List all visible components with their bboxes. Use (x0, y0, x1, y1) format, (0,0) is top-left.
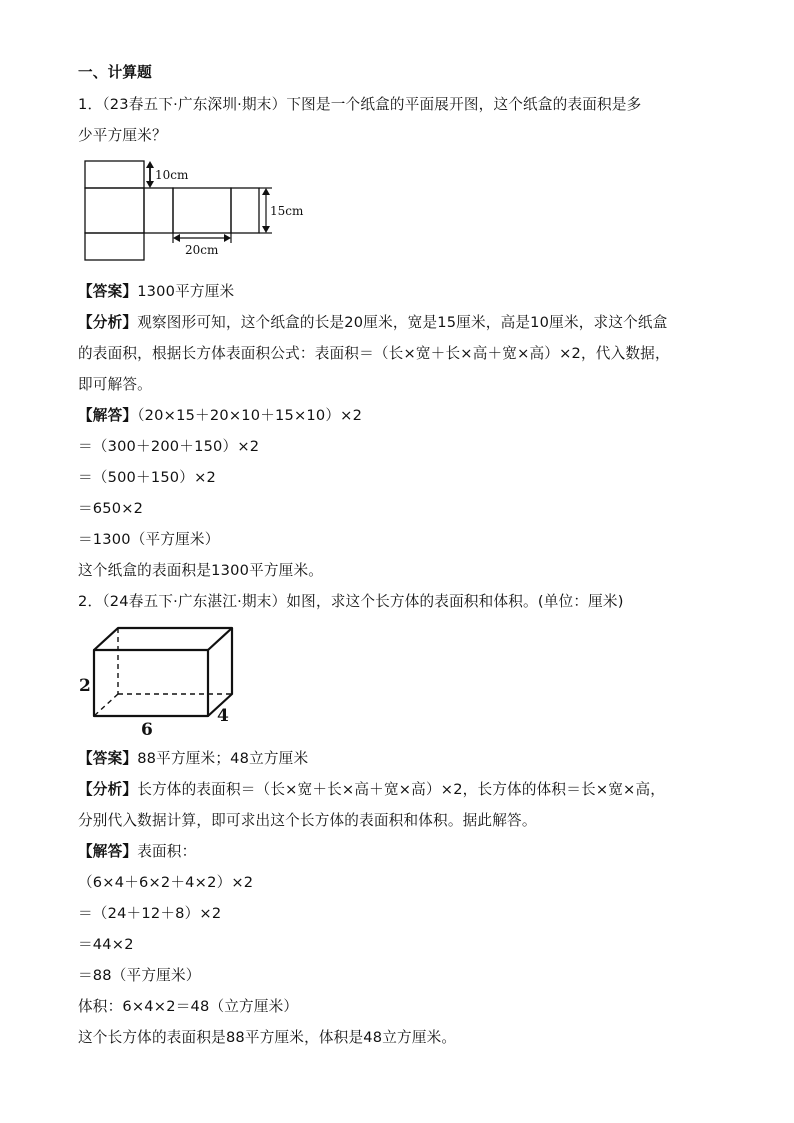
q2-solution-head-text: 表面积： (137, 843, 197, 860)
q2-analysis-line-1 (78, 780, 665, 800)
q2-solution-line-3: ＝44×2 (78, 936, 134, 953)
q2-answer-tag: 【答案】 (78, 750, 138, 767)
net-face-side (144, 188, 173, 233)
cuboid-front-face (94, 650, 208, 716)
q2-analysis-text-1: 长方体的表面积＝（长×宽＋长×高＋宽×高）×2，长方体的体积＝长×宽×高， (137, 781, 666, 798)
q1-solution-line-4: ＝650×2 (78, 500, 144, 517)
cuboid-label-length: 6 (141, 720, 153, 740)
q1-answer-text: 1300平方厘米 (137, 283, 235, 300)
q2-answer-text: 88平方厘米；48立方厘米 (137, 750, 309, 767)
q1-solution-line-5: ＝1300（平方厘米） (78, 531, 220, 548)
cuboid-label-height: 2 (79, 676, 91, 696)
q1-analysis-tag: 【分析】 (78, 314, 138, 331)
q1-net-diagram (80, 155, 310, 265)
cuboid-hidden-edges (94, 628, 232, 716)
q2-solution-line-4: ＝88（平方厘米） (78, 967, 201, 984)
q2-analysis-tag: 【分析】 (78, 781, 138, 798)
q1-answer (78, 282, 234, 302)
q1-solution-line-1 (78, 406, 362, 426)
cuboid-right-edges (208, 628, 232, 716)
q1-solution-line-3: ＝（500＋150）×2 (78, 469, 216, 486)
net-face-top (85, 161, 144, 188)
q2-prompt-line-1: 2．（24春五下·广东湛江·期末）如图，求这个长方体的表面积和体积。(单位：厘米) (78, 593, 624, 610)
q2-volume-line: 体积：6×4×2＝48（立方厘米） (78, 998, 299, 1015)
q1-prompt-line-2: 少平方厘米？ (78, 127, 167, 144)
q2-solution-head (78, 842, 196, 862)
q1-solution-text-1: （20×15＋20×10＋15×10）×2 (137, 407, 363, 424)
q2-solution-line-1: （6×4＋6×2＋4×2）×2 (78, 874, 254, 891)
cuboid-label-width: 4 (217, 706, 229, 726)
q1-solution-line-2: ＝（300＋200＋150）×2 (78, 438, 260, 455)
q2-answer (78, 749, 308, 769)
q1-solution-tag: 【解答】 (78, 407, 138, 424)
cuboid-top-edges (94, 628, 232, 650)
q2-conclusion: 这个长方体的表面积是88平方厘米，体积是48立方厘米。 (78, 1029, 457, 1046)
q2-solution-tag: 【解答】 (78, 843, 138, 860)
q2-analysis-line-2: 分别代入数据计算，即可求出这个长方体的表面积和体积。据此解答。 (78, 812, 537, 829)
q1-analysis-line-2: 的表面积，根据长方体表面积公式：表面积＝（长×宽＋长×高＋宽×高）×2，代入数据， (78, 345, 670, 362)
q1-analysis-text-1: 观察图形可知，这个纸盒的长是20厘米，宽是15厘米，高是10厘米，求这个纸盒 (137, 314, 668, 331)
net-height-arrow (146, 161, 154, 188)
q1-analysis-line-1 (78, 313, 668, 333)
q1-answer-tag: 【答案】 (78, 283, 138, 300)
net-length-arrow (173, 233, 231, 243)
net-face-left (85, 188, 144, 233)
q1-prompt-line-1: 1．（23春五下·广东深圳·期末）下图是一个纸盒的平面展开图，这个纸盒的表面积是多 (78, 96, 642, 113)
net-face-side-2 (231, 188, 259, 233)
q1-conclusion: 这个纸盒的表面积是1300平方厘米。 (78, 562, 324, 579)
q2-cuboid-diagram (76, 624, 246, 740)
net-label-height: 10cm (155, 168, 189, 182)
net-face-back (173, 188, 231, 233)
net-face-bottom (85, 233, 144, 260)
section-title: 一、计算题 (78, 64, 152, 81)
q2-solution-line-2: ＝（24＋12＋8）×2 (78, 905, 222, 922)
net-label-width: 15cm (270, 204, 304, 218)
q1-analysis-line-3: 即可解答。 (78, 376, 152, 393)
net-label-length: 20cm (185, 243, 219, 257)
